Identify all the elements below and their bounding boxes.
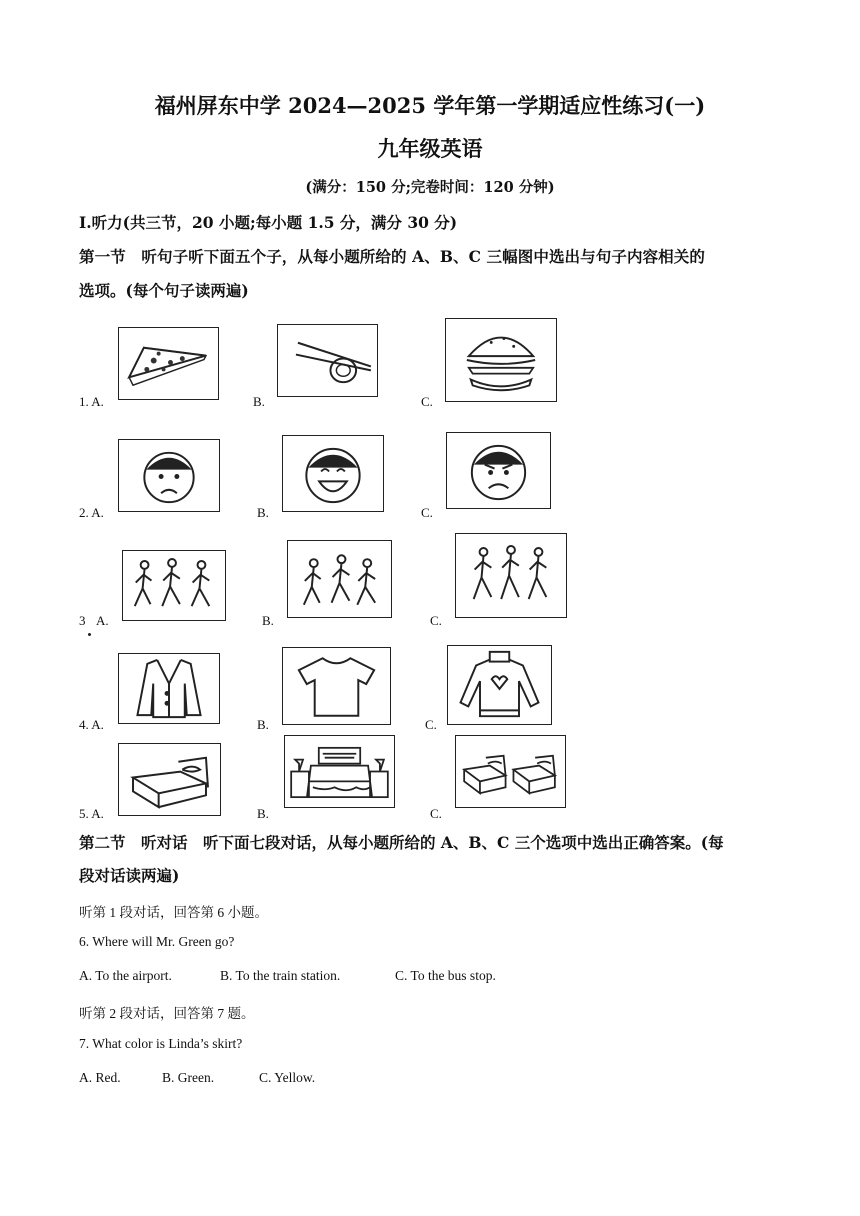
question-number: 4. A. — [79, 717, 104, 732]
runners-icon[interactable] — [287, 540, 392, 618]
option-b-label: B. — [257, 717, 269, 732]
q7-option-b[interactable]: B. Green. — [162, 1070, 215, 1085]
score-info: (满分：150 分;完卷时间：120 分钟) — [305, 179, 555, 196]
q6-option-b[interactable]: B. To the train station. — [220, 968, 341, 983]
option-c-label: C. — [425, 717, 437, 732]
listening-heading: Ⅰ.听力(共三节，20 小题;每小题 1.5 分，满分 30 分) — [79, 213, 458, 232]
option-a-label: A. — [96, 613, 109, 628]
option-c-label: C. — [421, 394, 433, 409]
chopsticks-dumpling-icon[interactable] — [277, 324, 378, 397]
runners-icon[interactable] — [122, 550, 226, 621]
dialogue-1-intro: 听第 1 段对话，回答第 6 小题。 — [79, 905, 268, 920]
two-beds-icon[interactable] — [455, 735, 566, 808]
section1-instruction-line2: 选项。(每个句子读两遍) — [79, 281, 249, 300]
option-b-label: B. — [253, 394, 265, 409]
option-b-label: B. — [257, 806, 269, 821]
hamburger-icon[interactable] — [445, 318, 557, 402]
bed-with-nightstands-icon[interactable] — [284, 735, 395, 808]
section2-instruction-line2: 段对话读两遍) — [79, 866, 180, 885]
q6-option-c[interactable]: C. To the bus stop. — [395, 968, 496, 983]
pizza-slice-icon[interactable] — [118, 327, 219, 400]
q7-option-a[interactable]: A. Red. — [79, 1070, 121, 1085]
section2-instruction-line1: 第二节 听对话 听下面七段对话，从每小题所给的 A、B、C 三个选项中选出正确答案。(每 — [79, 833, 724, 852]
q6-option-a[interactable]: A. To the airport. — [79, 968, 172, 983]
option-c-label: C. — [430, 806, 442, 821]
suit-jacket-icon[interactable] — [118, 653, 220, 724]
t-shirt-icon[interactable] — [282, 647, 391, 725]
angry-face-icon[interactable] — [446, 432, 551, 509]
sad-face-icon[interactable] — [118, 439, 220, 512]
question-number: 2. A. — [79, 505, 104, 520]
question-number: 3 — [79, 613, 86, 628]
option-b-label: B. — [262, 613, 274, 628]
stray-dot — [88, 633, 91, 636]
option-b-label: B. — [257, 505, 269, 520]
bed-icon[interactable] — [118, 743, 221, 816]
exam-subtitle: 九年级英语 — [377, 136, 483, 161]
section1-instruction-line1: 第一节 听句子听下面五个子，从每小题所给的 A、B、C 三幅图中选出与句子内容相关的 — [79, 247, 705, 266]
question-6: 6. Where will Mr. Green go? — [79, 934, 235, 949]
dialogue-2-intro: 听第 2 段对话，回答第 7 题。 — [79, 1006, 255, 1021]
question-7: 7. What color is Linda’s skirt? — [79, 1036, 243, 1051]
q7-option-c[interactable]: C. Yellow. — [259, 1070, 316, 1085]
runners-icon[interactable] — [455, 533, 567, 618]
option-c-label: C. — [421, 505, 433, 520]
option-c-label: C. — [430, 613, 442, 628]
happy-face-icon[interactable] — [282, 435, 384, 512]
question-number: 5. A. — [79, 806, 104, 821]
exam-title: 福州屏东中学 2024—2025 学年第一学期适应性练习(一) — [154, 93, 706, 118]
sweater-icon[interactable] — [447, 645, 552, 725]
question-number: 1. A. — [79, 394, 104, 409]
